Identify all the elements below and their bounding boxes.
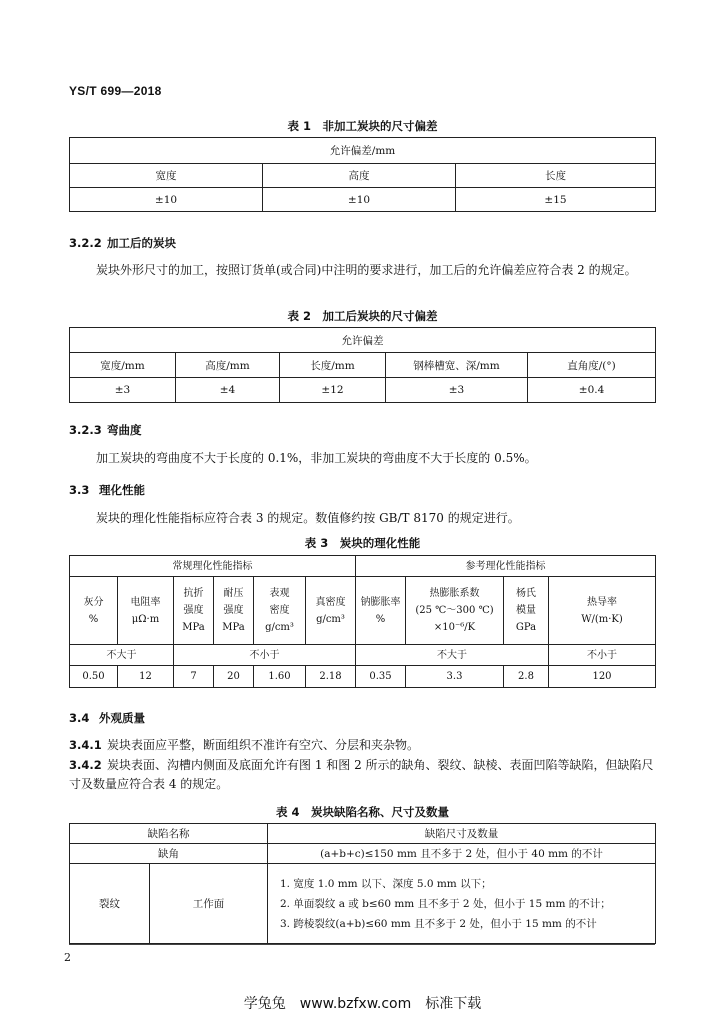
section-3-2-2-heading (69, 235, 176, 251)
clause-3-4-2 (69, 756, 655, 794)
section-number: 3.2.2 (69, 236, 102, 250)
standard-code: YS/T 699—2018 (69, 84, 162, 98)
section-3-3-heading (69, 482, 145, 498)
table2-header: 长度/mm (280, 353, 386, 378)
table3-limit: 不小于 (174, 645, 356, 666)
table1-cell: ±10 (263, 188, 456, 212)
table3-header-flexural: 抗折 强度 MPa (174, 577, 214, 645)
list-item: 2. 单面裂纹 a 或 b≤60 mm 且不多于 2 处，但小于 15 mm 的不计； (280, 897, 611, 910)
table4-row-name: 缺角 (70, 844, 268, 864)
clause-text: 炭块表面、沟槽内侧面及底面允许有图 1 和图 2 所示的缺角、裂纹、缺棱、表面凹陷等缺陷，但缺陷尺寸及数量应符合表 4 的规定。 (69, 758, 654, 791)
table1-cell: ±10 (70, 188, 263, 212)
table4-header-size: 缺陷尺寸及数量 (268, 824, 656, 844)
table3-caption: 表 3 炭块的理化性能 (304, 536, 421, 550)
table4-row-value: (a+b+c)≤150 mm 且不多于 2 处，但小于 40 mm 的不计 (268, 844, 656, 864)
table2-cell: ±4 (176, 378, 280, 403)
table1-cell: ±15 (456, 188, 656, 212)
section-number: 3.3 (69, 483, 90, 497)
section-number: 3.4 (69, 711, 90, 725)
table4-row-list (268, 864, 656, 944)
table3-cell: 120 (549, 666, 656, 688)
section-3-2-2-text: 炭块外形尺寸的加工，按照订货单(或合同)中注明的要求进行，加工后的允许偏差应符合表 2 的规定。 (96, 263, 637, 277)
table3-header-conductivity: 热导率 W/(m·K) (549, 577, 656, 645)
clause-number: 3.4.1 (69, 738, 102, 752)
table1-caption: 表 1 非加工炭块的尺寸偏差 (287, 119, 438, 133)
clause-number: 3.4.2 (69, 758, 102, 772)
clause-text: 炭块表面应平整，断面组织不准许有空穴、分层和夹杂物。 (107, 738, 420, 752)
table1-header: 长度 (456, 164, 656, 188)
clause-3-4-1 (69, 736, 655, 755)
table3-header-thermal-exp: 热膨胀系数 (25 ℃～300 ℃) ×10⁻⁶/K (406, 577, 504, 645)
table1-group-header: 允许偏差/mm (70, 138, 656, 164)
table3-cell: 12 (118, 666, 174, 688)
page-number: 2 (64, 951, 71, 964)
table2-group-header: 允许偏差 (70, 328, 656, 353)
section-3-2-3-text: 加工炭块的弯曲度不大于长度的 0.1%，非加工炭块的弯曲度不大于长度的 0.5%。 (96, 451, 537, 465)
table1-header: 宽度 (70, 164, 263, 188)
table3-cell: 20 (214, 666, 254, 688)
page-bottom-divider (69, 944, 655, 945)
table3-cell: 2.8 (504, 666, 549, 688)
table4-header-name: 缺陷名称 (70, 824, 268, 844)
list-item: 1. 宽度 1.0 mm 以下、深度 5.0 mm 以下； (280, 877, 492, 890)
table2-header: 直角度/(°) (528, 353, 656, 378)
section-title: 外观质量 (99, 711, 145, 725)
section-title: 弯曲度 (107, 423, 142, 437)
section-title: 理化性能 (99, 483, 145, 497)
table2-header: 高度/mm (176, 353, 280, 378)
table3-limit: 不大于 (356, 645, 549, 666)
table3 (69, 555, 656, 688)
section-3-2-3-heading (69, 422, 142, 438)
table4-caption: 表 4 炭块缺陷名称、尺寸及数量 (275, 805, 449, 819)
section-3-4-heading (69, 710, 145, 726)
footer-watermark: 学兔兔 www.bzfxw.com 标准下载 (243, 996, 482, 1012)
table3-cell: 3.3 (406, 666, 504, 688)
list-item: 3. 跨棱裂纹(a+b)≤60 mm 且不多于 2 处，但小于 15 mm 的不计 (280, 917, 597, 930)
table4-row-sub: 工作面 (150, 864, 268, 944)
table1-header: 高度 (263, 164, 456, 188)
table3-limit: 不大于 (70, 645, 174, 666)
table4 (69, 823, 656, 944)
table3-cell: 0.50 (70, 666, 118, 688)
table2-cell: ±0.4 (528, 378, 656, 403)
table2-cell: ±12 (280, 378, 386, 403)
table2-cell: ±3 (386, 378, 528, 403)
section-title: 加工后的炭块 (107, 236, 176, 250)
table3-cell: 7 (174, 666, 214, 688)
table3-header-true-density: 真密度 g/cm³ (306, 577, 356, 645)
table1 (69, 137, 656, 212)
table2-header: 钢棒槽宽、深/mm (386, 353, 528, 378)
table3-header-sodium: 钠膨胀率 % (356, 577, 406, 645)
table3-cell: 1.60 (254, 666, 306, 688)
table3-header-resistivity: 电阻率 μΩ·m (118, 577, 174, 645)
table4-row-name: 裂纹 (70, 864, 150, 944)
table3-header-ash: 灰分 % (70, 577, 118, 645)
table2-caption: 表 2 加工后炭块的尺寸偏差 (287, 309, 438, 323)
table3-header-compressive: 耐压 强度 MPa (214, 577, 254, 645)
table3-cell: 2.18 (306, 666, 356, 688)
section-number: 3.2.3 (69, 423, 102, 437)
table3-group-reference: 参考理化性能指标 (356, 556, 656, 577)
table3-limit: 不小于 (549, 645, 656, 666)
table3-group-regular: 常规理化性能指标 (70, 556, 356, 577)
table3-cell: 0.35 (356, 666, 406, 688)
table2-cell: ±3 (70, 378, 176, 403)
table2-header: 宽度/mm (70, 353, 176, 378)
table3-header-young: 杨氏 模量 GPa (504, 577, 549, 645)
table3-header-bulk-density: 表观 密度 g/cm³ (254, 577, 306, 645)
table2 (69, 327, 656, 403)
section-3-3-text: 炭块的理化性能指标应符合表 3 的规定。数值修约按 GB/T 8170 的规定进行。 (96, 511, 520, 525)
